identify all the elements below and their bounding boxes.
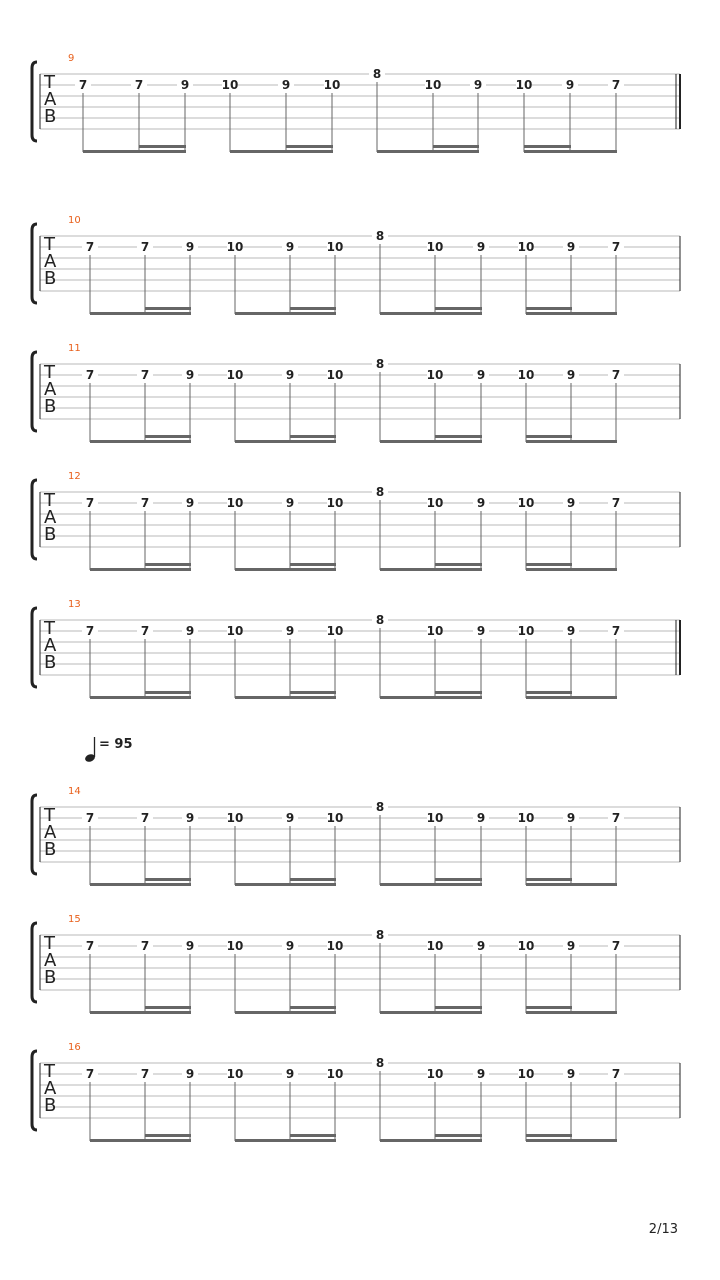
fret-number: 10 (426, 939, 444, 953)
fret-number: 7 (140, 624, 150, 638)
fret-number: 10 (426, 240, 444, 254)
fret-number: 9 (285, 240, 295, 254)
secondary-beam (145, 1006, 191, 1009)
fret-number: 9 (476, 496, 486, 510)
secondary-beam (139, 145, 186, 148)
fret-number: 7 (611, 240, 621, 254)
fret-number: 8 (372, 67, 382, 81)
fret-number: 9 (566, 1067, 576, 1081)
fret-number: 9 (185, 496, 195, 510)
fret-number: 9 (185, 624, 195, 638)
fret-number: 10 (426, 1067, 444, 1081)
primary-beam (90, 1011, 191, 1014)
fret-number: 8 (375, 613, 385, 627)
secondary-beam (145, 307, 191, 310)
primary-beam (235, 568, 336, 571)
primary-beam (526, 312, 617, 315)
fret-number: 10 (326, 624, 344, 638)
fret-number: 10 (426, 368, 444, 382)
secondary-beam (435, 435, 482, 438)
fret-number: 9 (476, 368, 486, 382)
secondary-beam (145, 878, 191, 881)
secondary-beam (526, 563, 572, 566)
tab-clef-letter: A (44, 950, 57, 971)
primary-beam (526, 883, 617, 886)
fret-number: 7 (611, 368, 621, 382)
secondary-beam (435, 878, 482, 881)
tab-clef-letter: T (44, 618, 55, 639)
fret-number: 9 (285, 811, 295, 825)
secondary-beam (526, 435, 572, 438)
secondary-beam (435, 691, 482, 694)
fret-number: 9 (566, 939, 576, 953)
fret-number: 8 (375, 357, 385, 371)
fret-number: 8 (375, 928, 385, 942)
fret-number: 9 (476, 811, 486, 825)
fret-number: 9 (565, 78, 575, 92)
tab-clef-letter: T (44, 1061, 55, 1082)
primary-beam (235, 440, 336, 443)
primary-beam (90, 696, 191, 699)
tab-clef-letter: T (44, 362, 55, 383)
secondary-beam (435, 1006, 482, 1009)
fret-number: 10 (517, 811, 535, 825)
fret-number: 10 (226, 624, 244, 638)
fret-number: 10 (517, 624, 535, 638)
fret-number: 7 (85, 368, 95, 382)
fret-number: 9 (180, 78, 190, 92)
primary-beam (90, 312, 191, 315)
fret-number: 9 (185, 939, 195, 953)
tab-clef-letter: T (44, 805, 55, 826)
fret-number: 7 (611, 811, 621, 825)
primary-beam (235, 696, 336, 699)
system-bracket (32, 923, 37, 1002)
primary-beam (230, 150, 333, 153)
tab-clef-letter: B (44, 106, 57, 127)
fret-number: 8 (375, 800, 385, 814)
page-number: 2/13 (648, 1222, 678, 1237)
fret-number: 9 (476, 1067, 486, 1081)
measure-number: 12 (68, 471, 81, 482)
measure-number: 9 (68, 53, 75, 64)
primary-beam (235, 1139, 336, 1142)
secondary-beam (435, 307, 482, 310)
fret-number: 9 (281, 78, 291, 92)
fret-number: 7 (85, 811, 95, 825)
tempo-value: = 95 (99, 737, 133, 752)
primary-beam (526, 1139, 617, 1142)
fret-number: 10 (226, 811, 244, 825)
fret-number: 9 (185, 240, 195, 254)
system-bracket (32, 608, 37, 687)
tab-clef-letter: A (44, 822, 57, 843)
fret-number: 7 (611, 1067, 621, 1081)
tab-clef-letter: A (44, 89, 57, 110)
secondary-beam (145, 1134, 191, 1137)
tab-clef-letter: T (44, 490, 55, 511)
tab-clef-letter: A (44, 635, 57, 656)
fret-number: 7 (140, 240, 150, 254)
fret-number: 7 (611, 939, 621, 953)
tab-clef-letter: B (44, 839, 57, 860)
fret-number: 10 (326, 496, 344, 510)
secondary-beam (145, 435, 191, 438)
fret-number: 10 (424, 78, 442, 92)
fret-number: 9 (566, 240, 576, 254)
fret-number: 8 (375, 485, 385, 499)
primary-beam (380, 696, 482, 699)
secondary-beam (526, 691, 572, 694)
fret-number: 10 (226, 1067, 244, 1081)
fret-number: 7 (85, 240, 95, 254)
fret-number: 9 (566, 624, 576, 638)
fret-number: 10 (326, 939, 344, 953)
primary-beam (526, 1011, 617, 1014)
fret-number: 10 (517, 368, 535, 382)
secondary-beam (290, 1006, 336, 1009)
secondary-beam (435, 1134, 482, 1137)
fret-number: 10 (426, 811, 444, 825)
fret-number: 9 (476, 240, 486, 254)
fret-number: 7 (140, 1067, 150, 1081)
secondary-beam (526, 307, 572, 310)
fret-number: 10 (517, 496, 535, 510)
fret-number: 10 (517, 1067, 535, 1081)
secondary-beam (290, 435, 336, 438)
measure-number: 14 (68, 786, 81, 797)
primary-beam (380, 1139, 482, 1142)
fret-number: 7 (85, 1067, 95, 1081)
fret-number: 10 (226, 496, 244, 510)
fret-number: 10 (226, 240, 244, 254)
fret-number: 9 (566, 496, 576, 510)
fret-number: 7 (85, 496, 95, 510)
tab-clef-letter: B (44, 967, 57, 988)
secondary-beam (286, 145, 333, 148)
fret-number: 9 (185, 368, 195, 382)
fret-number: 9 (476, 624, 486, 638)
primary-beam (526, 440, 617, 443)
fret-number: 9 (285, 624, 295, 638)
fret-number: 8 (375, 1056, 385, 1070)
system-bracket (32, 352, 37, 431)
secondary-beam (433, 145, 479, 148)
fret-number: 7 (78, 78, 88, 92)
fret-number: 9 (473, 78, 483, 92)
fret-number: 9 (185, 1067, 195, 1081)
tab-clef-letter: B (44, 1095, 57, 1116)
fret-number: 10 (221, 78, 239, 92)
fret-number: 9 (285, 368, 295, 382)
tab-clef-letter: A (44, 251, 57, 272)
tab-clef-letter: T (44, 72, 55, 93)
fret-number: 7 (134, 78, 144, 92)
fret-number: 10 (426, 624, 444, 638)
measure-number: 16 (68, 1042, 81, 1053)
fret-number: 9 (185, 811, 195, 825)
fret-number: 10 (226, 939, 244, 953)
fret-number: 7 (140, 496, 150, 510)
primary-beam (83, 150, 186, 153)
measure-number: 10 (68, 215, 81, 226)
primary-beam (90, 1139, 191, 1142)
primary-beam (90, 568, 191, 571)
fret-number: 7 (85, 939, 95, 953)
measure-number: 11 (68, 343, 81, 354)
primary-beam (90, 440, 191, 443)
primary-beam (524, 150, 617, 153)
primary-beam (380, 568, 482, 571)
tab-clef-letter: A (44, 1078, 57, 1099)
fret-number: 7 (140, 368, 150, 382)
fret-number: 10 (326, 1067, 344, 1081)
fret-number: 10 (326, 811, 344, 825)
primary-beam (90, 883, 191, 886)
secondary-beam (526, 878, 572, 881)
fret-number: 10 (515, 78, 533, 92)
fret-number: 9 (476, 939, 486, 953)
primary-beam (235, 1011, 336, 1014)
primary-beam (526, 568, 617, 571)
fret-number: 7 (611, 78, 621, 92)
system-bracket (32, 795, 37, 874)
measure-number: 15 (68, 914, 81, 925)
secondary-beam (524, 145, 571, 148)
tab-clef-letter: B (44, 396, 57, 417)
tab-clef-letter: B (44, 268, 57, 289)
fret-number: 10 (323, 78, 341, 92)
tab-clef-letter: T (44, 234, 55, 255)
primary-beam (235, 312, 336, 315)
fret-number: 7 (611, 624, 621, 638)
fret-number: 10 (517, 240, 535, 254)
fret-number: 9 (566, 368, 576, 382)
tab-clef-letter: A (44, 507, 57, 528)
primary-beam (380, 440, 482, 443)
secondary-beam (526, 1006, 572, 1009)
fret-number: 9 (285, 939, 295, 953)
measure-number: 13 (68, 599, 81, 610)
primary-beam (380, 883, 482, 886)
fret-number: 7 (140, 939, 150, 953)
fret-number: 9 (285, 496, 295, 510)
secondary-beam (526, 1134, 572, 1137)
fret-number: 10 (226, 368, 244, 382)
primary-beam (526, 696, 617, 699)
fret-number: 7 (85, 624, 95, 638)
tab-clef-letter: B (44, 524, 57, 545)
secondary-beam (435, 563, 482, 566)
fret-number: 10 (426, 496, 444, 510)
secondary-beam (145, 691, 191, 694)
secondary-beam (290, 307, 336, 310)
system-bracket (32, 224, 37, 303)
fret-number: 7 (140, 811, 150, 825)
secondary-beam (290, 691, 336, 694)
fret-number: 10 (517, 939, 535, 953)
secondary-beam (290, 1134, 336, 1137)
fret-number: 9 (285, 1067, 295, 1081)
fret-number: 7 (611, 496, 621, 510)
tab-clef-letter: T (44, 933, 55, 954)
fret-number: 9 (566, 811, 576, 825)
primary-beam (380, 1011, 482, 1014)
system-bracket (32, 62, 37, 141)
secondary-beam (290, 878, 336, 881)
primary-beam (377, 150, 479, 153)
system-bracket (32, 480, 37, 559)
tab-clef-letter: B (44, 652, 57, 673)
fret-number: 10 (326, 368, 344, 382)
secondary-beam (290, 563, 336, 566)
primary-beam (235, 883, 336, 886)
fret-number: 8 (375, 229, 385, 243)
tab-clef-letter: A (44, 379, 57, 400)
secondary-beam (145, 563, 191, 566)
primary-beam (380, 312, 482, 315)
fret-number: 10 (326, 240, 344, 254)
system-bracket (32, 1051, 37, 1130)
